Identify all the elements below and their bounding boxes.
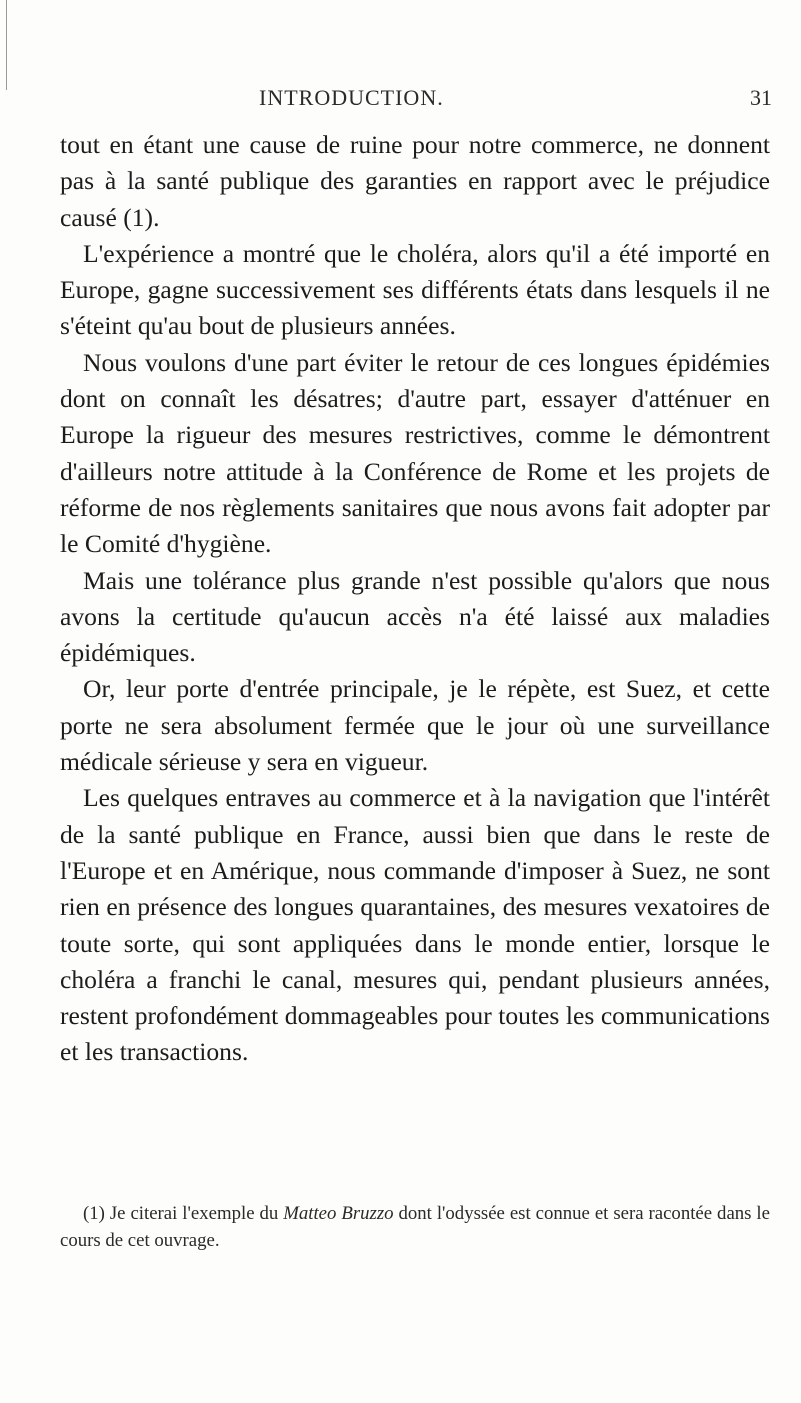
paragraph-3: Nous voulons d'une part éviter le retour de ces longues épidémies dont on connaît les désatres; d'autre part, essayer d'atténuer en Europe la rigueur des mesures restrictives, comme le démontrent d'ailleurs notre attitude à la Conférence de Rome et les projets de réforme de nos règlements sanitaires que nous avons fait adopter par le Comité d'hygiène.	[60, 347, 770, 559]
paragraph-1: tout en étant une cause de ruine pour notre commerce, ne donnent pas à la santé publique des garanties en rapport avec le préjudice causé (1).	[60, 130, 770, 232]
footnote-suffix: dont l'odyssée est connue et sera racontée dans le cours de cet ouvrage.	[60, 1203, 770, 1251]
page-edge-line	[6, 0, 7, 90]
page-number: 31	[750, 85, 772, 110]
footnote-text	[60, 1200, 770, 1254]
running-head	[0, 85, 801, 115]
footnote-prefix: (1) Je citerai l'exemple du	[83, 1203, 284, 1224]
paragraph-4: Mais une tolérance plus grande n'est possible qu'alors que nous avons la certitude qu'aucun accès n'a été laissé aux maladies épidémiques.	[60, 565, 770, 668]
footnote	[60, 1200, 770, 1254]
paragraph-5: Or, leur porte d'entrée principale, je le répète, est Suez, et cette porte ne sera absolument fermée que le jour où une surveillance médicale sérieuse y sera en vigueur.	[60, 674, 770, 777]
running-title: INTRODUCTION.	[259, 85, 444, 110]
footnote-ship-name: Matteo Bruzzo	[283, 1203, 394, 1224]
body-text	[60, 127, 770, 1071]
paragraph-6: Les quelques entraves au commerce et à la navigation que l'intérêt de la santé publique en France, aussi bien que dans le reste de l'Europe et en Amérique, nous commande d'imposer à Suez, ne sont rien en présence des longues quarantaines, des mesures vexatoires de toute sorte, qui sont appliquées dans le monde entier, lorsque le choléra a franchi le canal, mesures qui, pendant plusieurs années, restent profondément dommageables pour toutes les communications et les transactions.	[60, 783, 770, 1067]
paragraph-2: L'expérience a montré que le choléra, alors qu'il a été importé en Europe, gagne successivement ses différents états dans lesquels il ne s'éteint qu'au bout de plusieurs années.	[60, 238, 770, 341]
